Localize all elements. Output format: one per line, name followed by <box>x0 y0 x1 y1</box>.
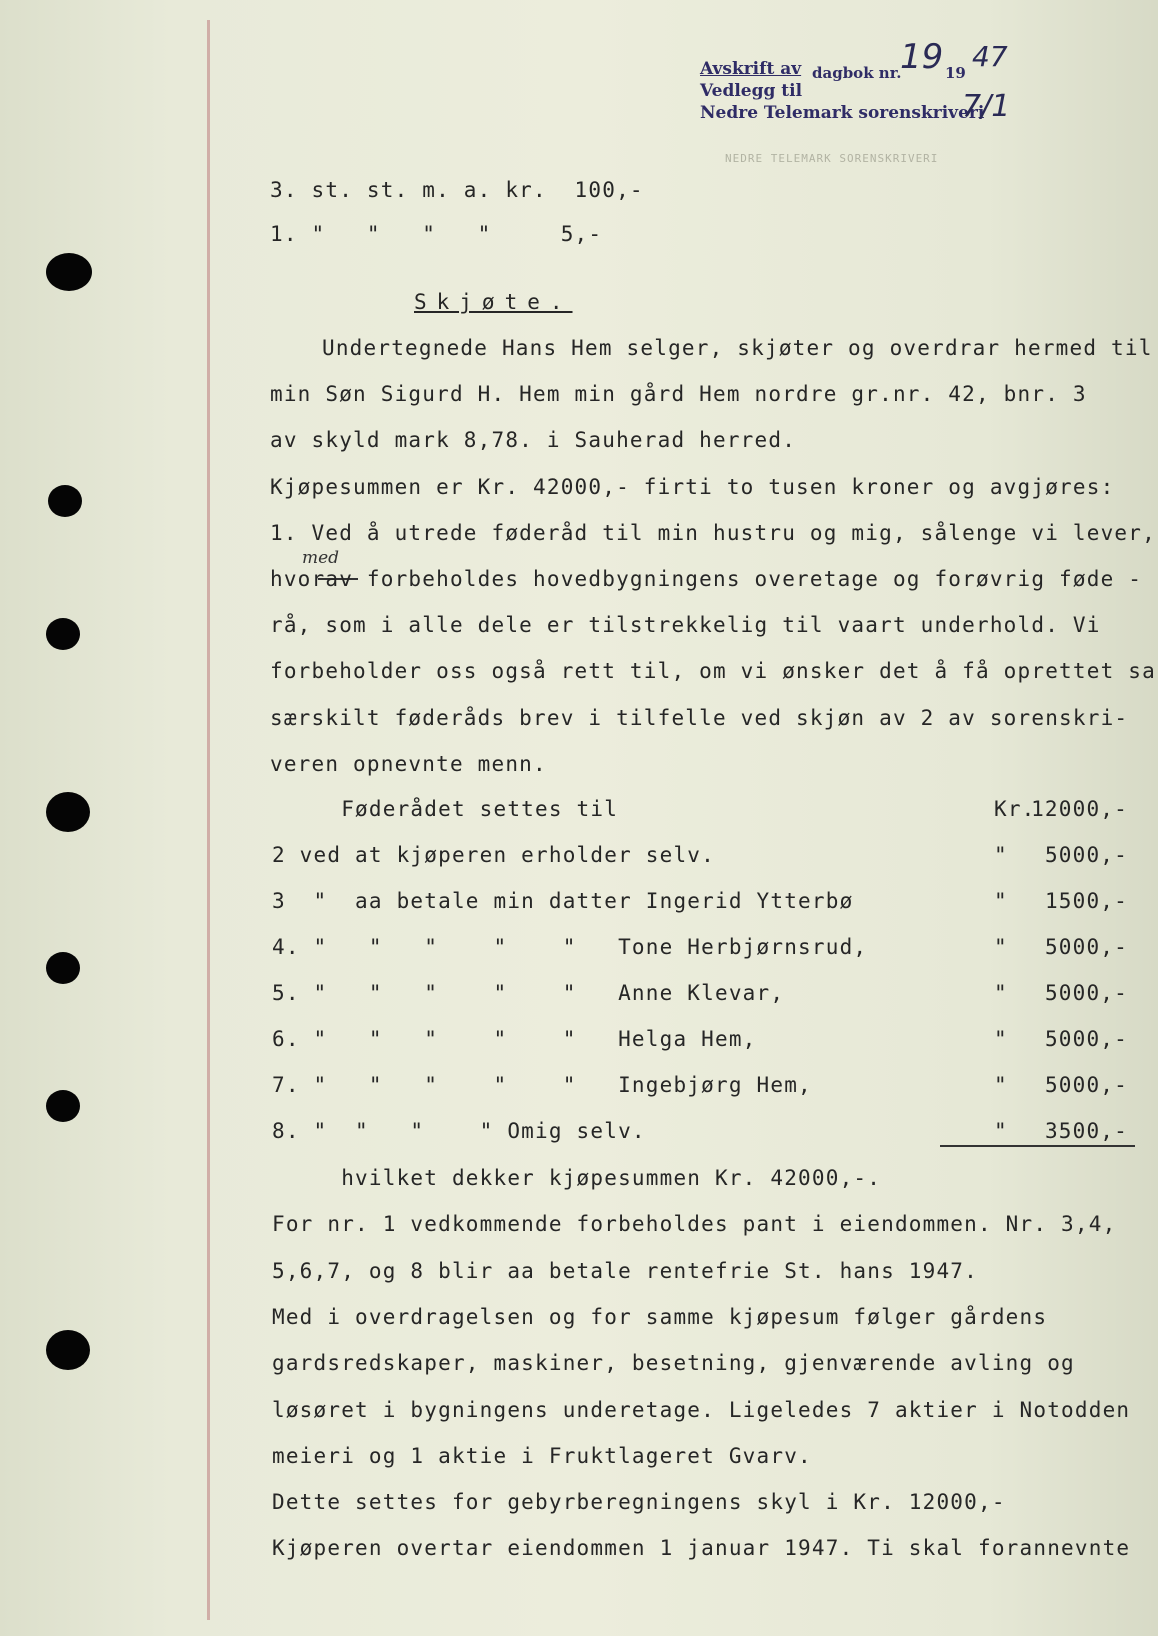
stamp-dagbok: dagbok nr. <box>812 64 902 82</box>
payment-label: 3 " aa betale min datter Ingerid Ytterbø <box>272 889 854 913</box>
body-line: Kjøperen overtar eiendommen 1 januar 1947. Ti skal forannevnte <box>272 1536 1131 1561</box>
payment-amount: 1500,- <box>1044 889 1128 913</box>
payment-mark: " <box>994 1073 1008 1097</box>
body-line: veren opnevnte menn. <box>270 751 547 776</box>
body-line: forbeholder oss også rett til, om vi ønsker det å få oprettet sa <box>270 659 1156 684</box>
payment-mark: " <box>994 935 1008 959</box>
stamp-year-prefix: 19 <box>945 64 966 82</box>
payment-amount: 5000,- <box>1044 981 1128 1005</box>
body-line: særskilt føderåds brev i tilfelle ved skjøn av 2 av sorenskri- <box>270 705 1129 730</box>
stamp-date-hand: 7/1 <box>962 89 1011 124</box>
body-line: løsøret i bygningens underetage. Ligeledes 7 aktier i Notodden <box>272 1397 1131 1422</box>
sum-rule <box>940 1145 1135 1147</box>
payment-mark: " <box>994 889 1008 913</box>
payment-mark: Kr. <box>994 797 1036 821</box>
stamp-line2: Vedlegg til <box>700 81 803 101</box>
body-line: gardsredskaper, maskiner, besetning, gjenværende avling og <box>272 1351 1075 1376</box>
payment-label: 4. " " " " " Tone Herbjørnsrud, <box>272 935 868 959</box>
body-line: min Søn Sigurd H. Hem min gård Hem nordre gr.nr. 42, bnr. 3 <box>270 382 1087 407</box>
body-line: hvilket dekker kjøpesummen Kr. 42000,-. <box>272 1166 882 1190</box>
punch-hole <box>46 1330 90 1370</box>
body-line: hvorav forbeholdes hovedbygningens overetage og forøvrig føde - <box>270 567 1143 591</box>
payment-label: 8. " " " " Omig selv. <box>272 1119 646 1143</box>
body-line: Kjøpesummen er Kr. 42000,- firti to tusen kroner og avgjøres: <box>270 474 1115 499</box>
stamp-number: 19 <box>900 37 944 77</box>
fee-line: 3. st. st. m. a. kr. 100,- <box>270 178 644 202</box>
payment-amount: 5000,- <box>1044 935 1128 959</box>
punch-hole <box>46 792 90 832</box>
payment-mark: " <box>994 1027 1008 1051</box>
handwritten-insertion: med <box>302 548 340 568</box>
payment-mark: " <box>994 1119 1008 1143</box>
payment-label: Føderådet settes til <box>272 797 619 821</box>
body-line: Med i overdragelsen og for samme kjøpesum følger gårdens <box>272 1304 1048 1329</box>
stamp-line1: Avskrift av <box>700 59 802 79</box>
body-line: 1. Ved å utrede føderåd til min hustru og mig, sålenge vi lever, <box>270 520 1156 545</box>
punch-hole <box>46 253 92 291</box>
margin-rule <box>207 20 210 1620</box>
punch-hole <box>46 1090 80 1122</box>
registration-stamp <box>700 37 1060 126</box>
payment-amount: 12000,- <box>1031 797 1128 821</box>
body-line: av skyld mark 8,78. i Sauherad herred. <box>270 428 797 453</box>
payment-mark: " <box>994 843 1008 867</box>
stamp-office: Nedre Telemark sorenskriveri <box>700 103 985 123</box>
payment-amount: 3500,- <box>1044 1119 1128 1143</box>
punch-hole <box>48 485 82 517</box>
body-line: meieri og 1 aktie i Fruktlageret Gvarv. <box>272 1443 812 1468</box>
payment-amount: 5000,- <box>1044 1027 1128 1051</box>
payment-amount: 5000,- <box>1044 1073 1128 1097</box>
payment-label: 2 ved at kjøperen erholder selv. <box>272 843 715 867</box>
stamp-year-suffix: 47 <box>972 40 1008 73</box>
payment-label: 7. " " " " " Ingebjørg Hem, <box>272 1073 812 1097</box>
fee-line: 1. " " " " 5,- <box>270 222 603 246</box>
payment-mark: " <box>994 981 1008 1005</box>
document-title: Skjøte. <box>414 290 573 314</box>
body-line: For nr. 1 vedkommende forbeholdes pant i eiendommen. Nr. 3,4, <box>272 1212 1117 1237</box>
stamp-faint-impression: NEDRE TELEMARK SORENSKRIVERI <box>725 152 939 165</box>
body-line: Dette settes for gebyrberegningens skyl i Kr. 12000,- <box>272 1490 1006 1515</box>
body-line: 5,6,7, og 8 blir aa betale rentefrie St. hans 1947. <box>272 1258 978 1283</box>
body-line: rå, som i alle dele er tilstrekkelig til vaart underhold. Vi <box>270 613 1101 638</box>
body-line: Undertegnede Hans Hem selger, skjøter og overdrar hermed til <box>322 336 1153 360</box>
punch-hole <box>46 618 80 650</box>
payment-label: 6. " " " " " Helga Hem, <box>272 1027 757 1051</box>
punch-hole <box>46 952 80 984</box>
payment-amount: 5000,- <box>1044 843 1128 867</box>
payment-label: 5. " " " " " Anne Klevar, <box>272 981 785 1005</box>
